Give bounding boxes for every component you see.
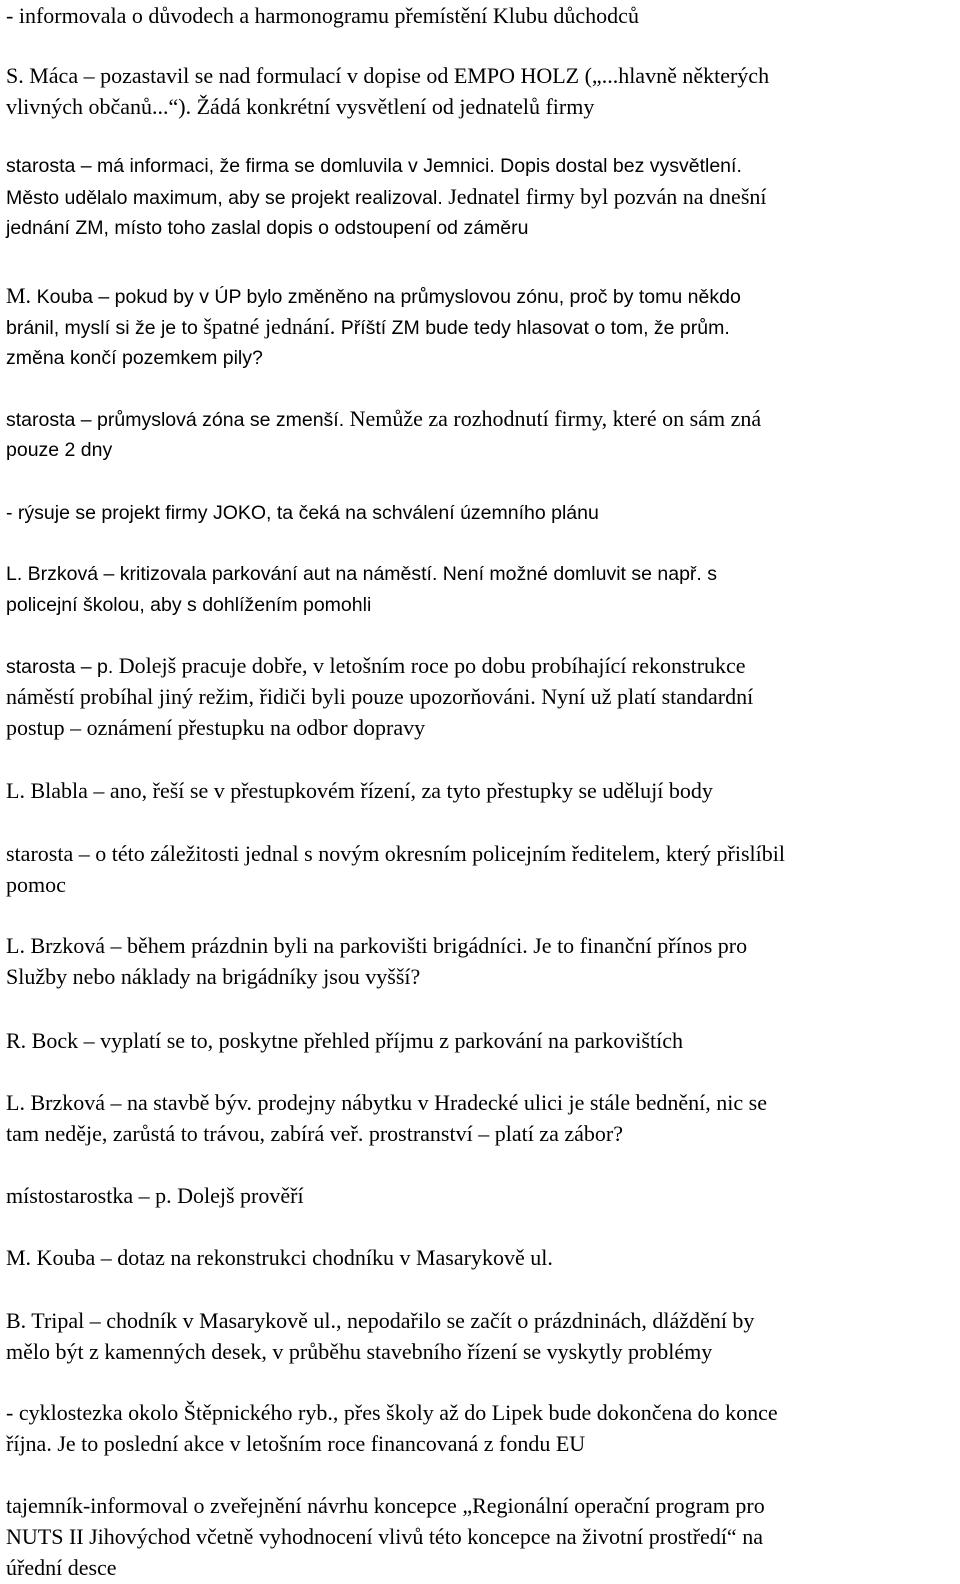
text-run: Dolejš pracuje dobře, v letošním roce po dobu probíhající rekonstrukce (118, 653, 746, 678)
text-run: Město udělalo maximum, aby se projekt realizoval. (6, 187, 449, 209)
text-run: M. Kouba – dotaz na rekonstrukci chodníku v Masarykově ul. (6, 1245, 553, 1270)
paragraph (6, 1180, 958, 1211)
text-run: Služby nebo náklady na brigádníky jsou vyšší? (6, 964, 421, 989)
paragraph (6, 497, 958, 528)
text-run: starosta – p. (6, 656, 119, 678)
text-run: - cyklostezka okolo Štěpnického ryb., přes školy až do Lipek bude dokončena do konce (6, 1400, 778, 1425)
text-run: L. Brzková – kritizovala parkování aut na náměstí. Není možné domluvit se např. s (6, 563, 718, 585)
text-run: vlivných občanů...“). Žádá konkrétní vysvětlení od jednatelů firmy (6, 94, 595, 119)
text-line (6, 280, 958, 311)
text-line (6, 403, 958, 434)
paragraph (6, 1397, 958, 1459)
text-run: října. Je to poslední akce v letošním roce financovaná z fondu EU (6, 1431, 586, 1456)
text-line (6, 930, 958, 961)
text-run: postup – oznámení přestupku na odbor dopravy (6, 715, 426, 740)
text-run: mělo být z kamenných desek, v průběhu stavebního řízení se vyskytly problémy (6, 1339, 713, 1364)
text-line (6, 91, 958, 122)
text-run: B. Tripal – chodník v Masarykově ul., nepodařilo se začít o prázdninách, dláždění by (6, 1308, 755, 1333)
text-run: - rýsuje se projekt firmy JOKO, ta čeká na schválení územního plánu (6, 502, 599, 524)
text-line (6, 1305, 958, 1336)
text-run: starosta – průmyslová zóna se zmenší. (6, 409, 350, 431)
text-run: starosta – má informaci, že firma se domluvila v Jemnici. (6, 155, 501, 177)
paragraph (6, 650, 958, 743)
paragraph (6, 1490, 958, 1583)
text-run: úřední desce (6, 1555, 117, 1580)
text-run: Nemůže za rozhodnutí firmy, které on sám zná (349, 406, 762, 431)
paragraph (6, 838, 958, 900)
text-line (6, 497, 958, 528)
text-line (6, 434, 958, 465)
text-run: pouze 2 dny (6, 439, 113, 461)
text-run: policejní školou, aby s dohlížením pomohli (6, 594, 372, 616)
text-run: Dopis dostal bez vysvětlení. (500, 155, 742, 177)
text-line (6, 212, 958, 243)
text-run: L. Brzková – během prázdnin byli na parkovišti brigádníci. Je to finanční přínos pro (6, 933, 748, 958)
text-line (6, 589, 958, 620)
text-line (6, 1118, 958, 1149)
text-run: Kouba – pokud by v ÚP bylo změněno na průmyslovou zónu, proč by tomu někdo (36, 286, 741, 308)
text-line (6, 342, 958, 373)
paragraph (6, 558, 958, 620)
text-line (6, 869, 958, 900)
text-run: špatné jednání. (203, 314, 341, 339)
text-run: L. Brzková – na stavbě býv. prodejny nábytku v Hradecké ulici je stále bednění, nic se (6, 1090, 767, 1115)
text-run: starosta – o této záležitosti jednal s novým okresním policejním ředitelem, který přislíbil (6, 841, 785, 866)
text-line (6, 1242, 958, 1273)
text-run: bránil, myslí si že je to (6, 317, 204, 339)
text-line (6, 1521, 958, 1552)
paragraph (6, 1025, 958, 1056)
text-line (6, 1025, 958, 1056)
paragraph (6, 1242, 958, 1273)
text-run: L. Blabla – ano, řeší se v přestupkovém řízení, za tyto přestupky se udělují body (6, 778, 713, 803)
paragraph (6, 403, 958, 465)
text-line (6, 1087, 958, 1118)
text-run: Jednatel firmy byl pozván na dnešní (448, 184, 767, 209)
text-run: místostarostka – p. Dolejš prověří (6, 1183, 304, 1208)
text-run: změna končí pozemkem pily? (6, 347, 263, 369)
text-line (6, 181, 958, 212)
paragraph (6, 0, 958, 31)
text-line (6, 838, 958, 869)
text-line (6, 60, 958, 91)
text-run: tajemník-informoval o zveřejnění návrhu koncepce „Regionální operační program pro (6, 1493, 765, 1518)
text-line (6, 712, 958, 743)
paragraph (6, 1305, 958, 1367)
text-line (6, 0, 958, 31)
text-line (6, 1490, 958, 1521)
text-line (6, 650, 958, 681)
text-run: tam neděje, zarůstá to trávou, zabírá veř. prostranství – platí za zábor? (6, 1121, 623, 1146)
text-line (6, 681, 958, 712)
text-run: - informovala o důvodech a harmonogramu přemístění Klubu důchodců (6, 3, 639, 28)
paragraph (6, 775, 958, 806)
paragraph (6, 60, 958, 122)
text-run: S. Máca – pozastavil se nad formulací v dopise od EMPO HOLZ („...hlavně některých (6, 63, 770, 88)
text-run: pomoc (6, 872, 66, 897)
paragraph (6, 930, 958, 992)
text-run: M. (6, 283, 37, 308)
text-line (6, 558, 958, 589)
paragraph (6, 280, 958, 373)
paragraph (6, 150, 958, 243)
text-run: NUTS II Jihovýchod včetně vyhodnocení vlivů této koncepce na životní prostředí“ na (6, 1524, 763, 1549)
text-line (6, 311, 958, 342)
text-run: R. Bock – vyplatí se to, poskytne přehled příjmu z parkování na parkovištích (6, 1028, 683, 1053)
text-line (6, 961, 958, 992)
paragraph (6, 1087, 958, 1149)
text-line (6, 1428, 958, 1459)
text-run: Příští ZM bude tedy hlasovat o tom, že prům. (340, 317, 730, 339)
text-line (6, 1180, 958, 1211)
text-line (6, 1336, 958, 1367)
text-line (6, 150, 958, 181)
text-line (6, 775, 958, 806)
text-run: náměstí probíhal jiný režim, řidiči byli pouze upozorňováni. Nyní už platí standardní (6, 684, 754, 709)
text-line (6, 1397, 958, 1428)
text-run: jednání ZM, místo toho zaslal dopis o odstoupení od záměru (6, 217, 529, 239)
